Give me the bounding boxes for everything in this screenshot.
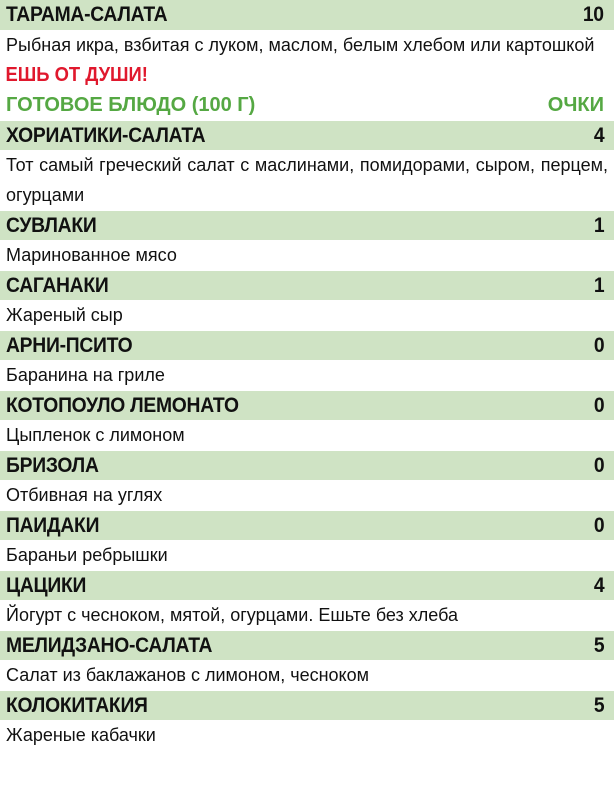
column-header-dish: ГОТОВОЕ БЛЮДО (100 Г) [6, 93, 256, 116]
dish-description: Рыбная икра, взбитая с луком, маслом, белым хлебом или картошкой [6, 35, 595, 55]
dish-points: 5 [593, 633, 604, 657]
dish-header-tarama [0, 0, 614, 30]
dish-points: 1 [593, 273, 604, 297]
dish-description: Жареный сыр [6, 305, 123, 325]
dish-name: МЕЛИДЗАНО-САЛАТА [6, 633, 213, 657]
dish-points: 4 [593, 123, 604, 147]
dish-points: 5 [593, 693, 604, 717]
dish-header-saganaki [0, 270, 614, 300]
dish-description: Отбивная на углях [6, 485, 163, 505]
dish-header-brizola [0, 450, 614, 480]
column-header-points: ОЧКИ [547, 93, 604, 116]
dish-header-melidzano [0, 630, 614, 660]
dish-points: 0 [593, 393, 604, 417]
dish-points: 1 [593, 213, 604, 237]
dish-points: 10 [583, 3, 604, 26]
dish-description: Йогурт с чесноком, мятой, огурцами. Ешьте без хлеба [6, 605, 459, 625]
dish-description: Бараньи ребрышки [6, 545, 168, 565]
dish-header-paidaki [0, 510, 614, 540]
column-header-row [0, 90, 614, 120]
dish-description: Салат из баклажанов с лимоном, чесноком [6, 665, 370, 685]
dish-description: Цыпленок с лимоном [6, 425, 185, 445]
dish-description: Баранина на гриле [6, 365, 165, 385]
dish-name: ПАИДАКИ [6, 513, 100, 537]
dish-header-horiatiki [0, 120, 614, 150]
section-title: ЕШЬ ОТ ДУШИ! [5, 64, 148, 86]
dish-description: Маринованное мясо [6, 245, 177, 265]
dish-name: АРНИ-ПСИТО [6, 333, 133, 357]
dish-name: КОЛОКИТАКИЯ [6, 693, 148, 717]
dish-header-arni-psito [0, 330, 614, 360]
dish-header-souvlaki [0, 210, 614, 240]
dish-description: Тот самый греческий салат с маслинами, помидорами, сыром, перцем, огурцами [6, 155, 608, 205]
dish-name: ЦАЦИКИ [6, 573, 87, 597]
dish-header-kolokitakia [0, 690, 614, 720]
dish-name: ХОРИАТИКИ-САЛАТА [6, 123, 206, 147]
dish-name: БРИЗОЛА [6, 453, 99, 477]
dish-description: Жареные кабачки [6, 725, 156, 745]
dish-points: 4 [593, 573, 604, 597]
dish-header-tzatziki [0, 570, 614, 600]
dish-name: САГАНАКИ [6, 273, 109, 297]
dish-name: ТАРАМА-САЛАТА [6, 3, 168, 26]
dish-name: КОТОПОУЛО ЛЕМОНАТО [6, 393, 239, 417]
dish-points: 0 [593, 333, 604, 357]
dish-points: 0 [593, 453, 604, 477]
dish-header-kotopoulo [0, 390, 614, 420]
dish-points: 0 [593, 513, 604, 537]
dish-name: СУВЛАКИ [6, 213, 97, 237]
